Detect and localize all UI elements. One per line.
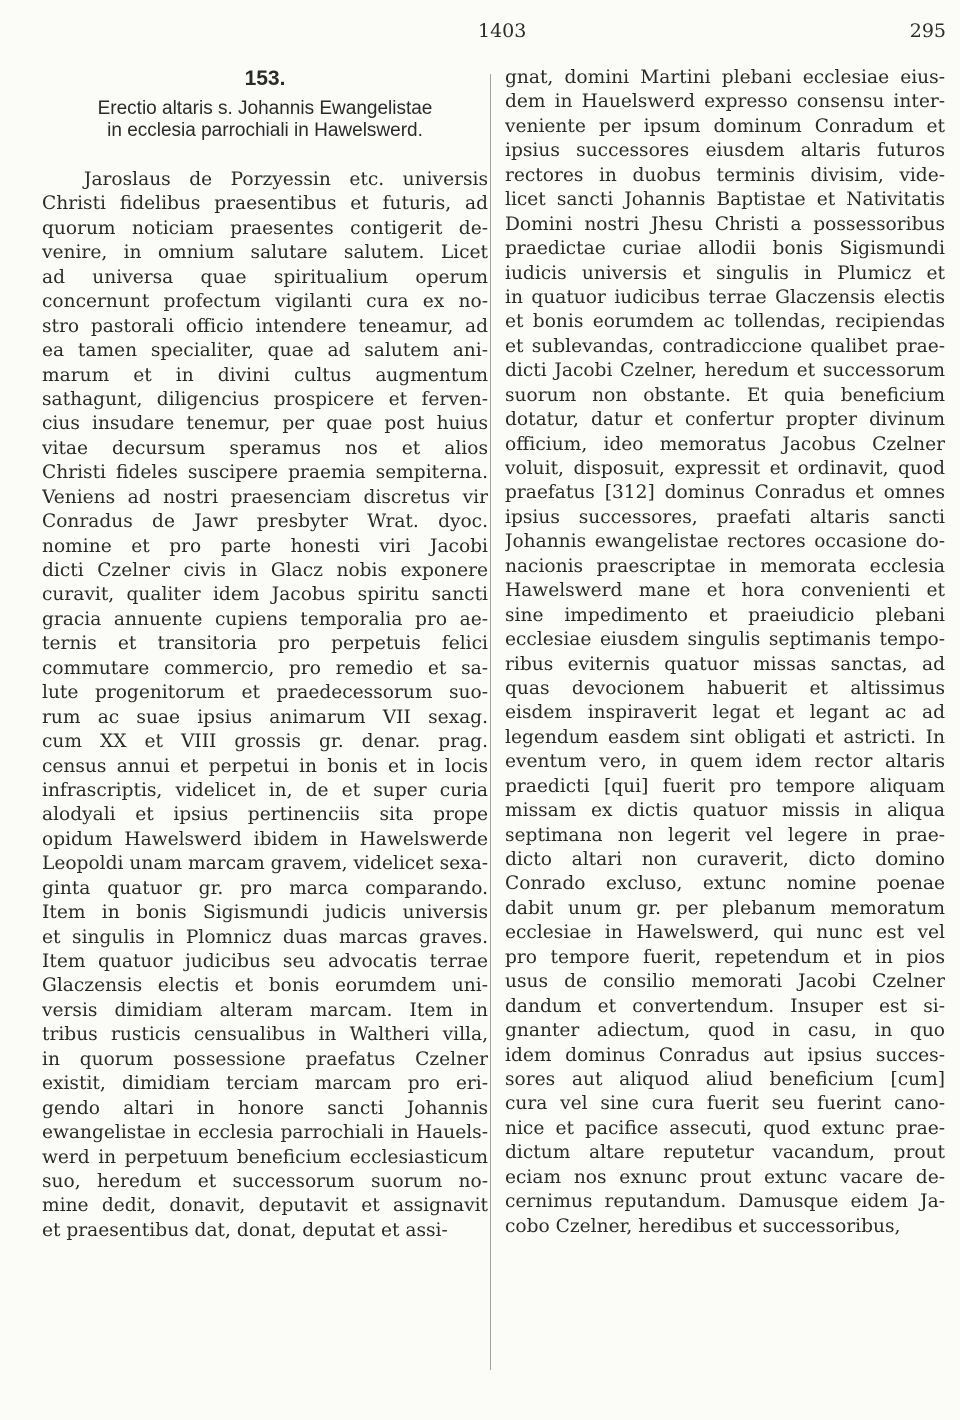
text-line: gnanter adiectum, quod in casu, in quo: [505, 1020, 945, 1042]
text-line: ewangelistae in ecclesia parrochiali in Hauels-: [42, 1122, 488, 1144]
text-line: in quorum possessione praefatus Czelner: [42, 1048, 488, 1070]
text-line: in quatuor iudicibus terrae Glaczensis electis: [505, 286, 945, 308]
text-line: Domini nostri Jhesu Christi a possessoribus: [505, 213, 945, 235]
text-line: lute progenitorum et praedecessorum suo-: [42, 682, 488, 704]
text-line: vitae decursum speramus nos et alios: [42, 437, 488, 459]
text-line: et praesentibus dat, donat, deputat et assi-: [42, 1219, 448, 1241]
text-line: rectores in duobus terminis divisim, vide-: [505, 164, 945, 186]
text-line: werd in perpetuum beneficium ecclesiasticum: [42, 1146, 488, 1168]
text-line: dandum et convertendum. Insuper est si-: [505, 995, 945, 1017]
text-line: ribus eviternis quatuor missas sanctas, ad: [505, 653, 945, 675]
text-line: et bonis eorumdem ac tollendas, recipiendas: [505, 311, 945, 333]
text-line: ea tamen specialiter, quae ad salutem ani-: [42, 340, 488, 362]
text-line: licet sancti Johannis Baptistae et Nativitatis: [505, 189, 945, 211]
left-column: [42, 64, 488, 1243]
column-divider: [490, 74, 491, 1370]
text-line: eciam nos exnunc prout extunc vacare de-: [505, 1166, 945, 1188]
text-line: gracia annuente cupiens temporalia pro ae-: [42, 608, 488, 630]
text-line: Item quatuor judicibus seu advocatis terrae: [42, 951, 488, 972]
text-line: legendum easdem sint obligati et astricti. In: [505, 726, 945, 748]
text-line: missam ex dictis quatuor missis in aliqua: [505, 800, 945, 822]
text-line: concernunt profectum vigilanti cura ex no-: [42, 291, 488, 313]
text-line: sores aut aliquod aliud beneficium [cum]: [505, 1068, 945, 1090]
text-line: commutare commercio, pro remedio et sa-: [42, 657, 488, 679]
text-line: iudicis universis et singulis in Plumicz et: [505, 262, 945, 284]
text-line: et singulis in Plomnicz duas marcas graves.: [42, 926, 488, 948]
text-line: dotatur, datur et confertur propter divinum: [505, 409, 945, 431]
text-line: gnat, domini Martini plebani ecclesiae eius-: [505, 67, 945, 88]
text-line: gendo altari in honore sancti Johannis: [42, 1097, 488, 1119]
text-line: ecclesiae in Hawelswerd, qui nunc est vel: [505, 922, 945, 944]
text-line: praefatus [312] dominus Conradus et omnes: [505, 482, 945, 504]
text-line: nomine et pro parte honesti viri Jacobi: [42, 535, 488, 557]
header-year: 1403: [478, 20, 527, 42]
text-line: idem dominus Conradus aut ipsius succes-: [505, 1044, 945, 1066]
text-line: ecclesiae eiusdem singulis septimanis tempo-: [505, 629, 945, 651]
text-line: ginta quatuor gr. pro marca comparando.: [42, 877, 488, 899]
text-line: ternis et transitoria pro perpetuis felici: [42, 633, 488, 655]
text-line: opidum Hawelswerd ibidem in Hawelswerde: [42, 828, 488, 850]
text-line: dicti Jacobi Czelner, heredum et successorum: [505, 360, 945, 382]
title-line: Erectio altaris s. Johannis Ewangelistae: [97, 98, 433, 119]
title-line: in ecclesia parrochiali in Hawelswerd.: [107, 120, 423, 141]
text-line: curavit, qualiter idem Jacobus spiritu sancti: [42, 584, 488, 606]
text-line: voluit, disposuit, expressit et ordinavit, quod: [505, 458, 945, 479]
right-text-body: [505, 66, 945, 1239]
text-line: Glaczensis electis et bonis eorumdem uni-: [42, 975, 488, 997]
text-line: praedictae curiae allodii bonis Sigismundi: [505, 238, 945, 260]
text-line: septimana non legerit vel legere in prae-: [505, 824, 945, 846]
text-line: marum et in divini cultus augmentum: [42, 364, 488, 386]
text-line: Jaroslaus de Porzyessin etc. universis: [84, 169, 488, 190]
text-line: pro tempore fuerit, repetendum et in pios: [505, 946, 945, 968]
text-line: Veniens ad nostri praesenciam discretus vir: [42, 486, 488, 508]
text-line: nacionis praescriptae in memorata ecclesia: [505, 555, 945, 577]
text-line: veniente per ipsum dominum Conradum et: [505, 115, 945, 137]
text-line: census annui et perpetui in bonis et in locis: [42, 755, 488, 777]
text-line: ipsius successores eiusdem altaris futuros: [505, 140, 945, 162]
text-line: sine impedimento et praeiudicio plebani: [505, 604, 945, 626]
text-line: quas devocionem habuerit et altissimus: [505, 677, 945, 699]
text-line: Johannis ewangelistae rectores occasione do-: [505, 531, 945, 553]
text-line: infrascriptis, videlicet in, de et super curia: [42, 779, 488, 801]
text-line: sathagunt, diligencius prospicere et ferven-: [42, 388, 488, 410]
page-header: [0, 14, 960, 48]
text-line: rum ac suae ipsius animarum VII sexag.: [42, 706, 488, 728]
text-line: Conrado excluso, extunc nomine poenae: [505, 873, 945, 895]
text-line: mine dedit, donavit, deputavit et assignavit: [42, 1195, 488, 1217]
text-line: alodyali et ipsius pertinenciis sita prope: [42, 804, 488, 826]
text-line: suo, heredum et successorum suorum no-: [42, 1170, 488, 1192]
text-line: Christi fideles suscipere praemia sempiterna.: [42, 462, 488, 484]
text-line: ad universa quae spiritualium operum: [42, 266, 488, 288]
text-line: et sublevandas, contradiccione qualibet prae-: [505, 335, 945, 357]
text-line: dem in Hauelswerd expresso consensu inter-: [505, 91, 945, 113]
text-line: suorum non obstante. Et quia beneficium: [505, 384, 945, 406]
text-line: eisdem inspiraverit legat et legant ac ad: [505, 702, 945, 724]
text-line: versis dimidiam alteram marcam. Item in: [42, 999, 488, 1021]
text-line: stro pastorali officio intendere teneamur, ad: [42, 315, 488, 337]
left-text-body: [42, 168, 488, 1243]
right-column: [505, 66, 945, 1239]
text-line: cura vel sine cura fuerit seu fuerint cano-: [505, 1093, 945, 1115]
text-line: quorum noticiam praesentes contigerit de-: [42, 217, 488, 239]
text-line: eventum vero, in quem idem rector altaris: [505, 751, 945, 773]
text-line: Item in bonis Sigismundi judicis universis: [42, 902, 488, 924]
text-line: dabit unum gr. per plebanum memoratum: [505, 897, 945, 919]
text-line: existit, dimidiam terciam marcam pro eri-: [42, 1073, 488, 1095]
text-line: Hawelswerd mane et hora convenienti et: [505, 580, 945, 602]
page-number: 295: [909, 20, 946, 42]
text-line: venire, in omnium salutare salutem. Licet: [42, 242, 488, 264]
text-line: Leopoldi unam marcam gravem, videlicet sexa-: [42, 853, 488, 875]
text-line: Christi fidelibus praesentibus et futuris, ad: [42, 193, 488, 215]
text-line: dictum altare reputetur vacandum, prout: [505, 1142, 945, 1164]
text-line: tribus rusticis censualibus in Waltheri villa,: [42, 1024, 488, 1046]
text-line: praedicti [qui] fuerit pro tempore aliquam: [505, 775, 945, 797]
text-line: nice et pacifice assecuti, quod extunc prae-: [505, 1117, 945, 1139]
text-line: usus de consilio memorati Jacobi Czelner: [505, 971, 945, 993]
text-line: ipsius successores, praefati altaris sancti: [505, 506, 945, 528]
document-number: 153.: [244, 67, 286, 90]
text-line: Conradus de Jawr presbyter Wrat. dyoc.: [42, 511, 488, 533]
text-line: cum XX et VIII grossis gr. denar. prag.: [42, 731, 488, 753]
text-line: officium, ideo memoratus Jacobus Czelner: [505, 433, 945, 455]
document-title: [42, 98, 488, 142]
text-line: cernimus reputandum. Damusque eidem Ja-: [505, 1191, 945, 1213]
text-line: dicto altari non curaverit, dicto domino: [505, 849, 945, 870]
text-line: dicti Czelner civis in Glacz nobis exponere: [42, 560, 488, 581]
text-line: cius insudare tenemur, per quae post huius: [42, 413, 488, 435]
text-line: cobo Czelner, heredibus et successoribus,: [505, 1215, 901, 1237]
